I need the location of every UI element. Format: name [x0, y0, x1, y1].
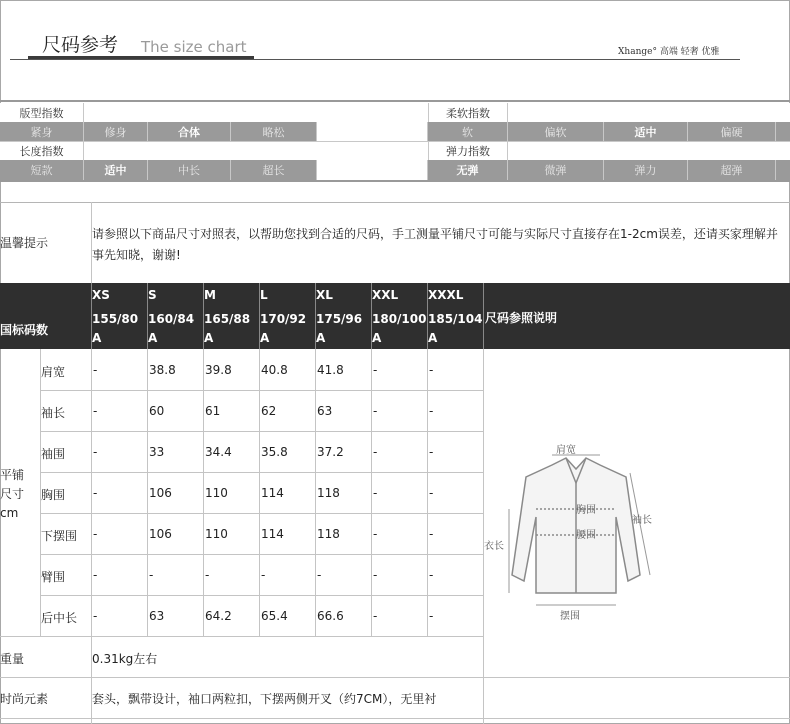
grid-vline — [371, 349, 372, 636]
measurement-value: - — [429, 445, 434, 459]
size-label: L — [260, 288, 268, 302]
title-divider — [10, 59, 740, 60]
fashion-value: 套头，飘带设计，袖口两粒扣，下摆两侧开叉（约7CM），无里衬 — [92, 692, 437, 706]
measurement-label: 肩宽 — [41, 365, 66, 379]
header-divider — [427, 283, 428, 349]
elasticity-option: 微弹 — [508, 160, 604, 180]
measurement-value: 118 — [317, 527, 340, 541]
measurement-value: 65.4 — [261, 609, 288, 623]
size-code — [92, 310, 138, 348]
blank-cell — [317, 160, 428, 180]
size-code — [428, 310, 482, 348]
measurement-label: 下摆围 — [41, 529, 78, 543]
measurement-value: 33 — [149, 445, 165, 459]
header-divider — [371, 283, 372, 349]
size-code-line: 185/104 — [428, 312, 483, 326]
length-index-label: 长度指数 — [0, 142, 84, 160]
measurement-value: 114 — [261, 527, 284, 541]
measurement-value: 37.2 — [317, 445, 344, 459]
size-label: S — [148, 288, 157, 302]
size-code-line: 170/92 — [260, 312, 307, 326]
size-code-line: 180/100 — [372, 312, 427, 326]
grid-vline — [91, 349, 92, 636]
size-code-line: A — [316, 331, 326, 345]
size-reference-label: 尺码参照说明 — [485, 311, 558, 325]
measurement-value: - — [93, 568, 98, 582]
measurement-label: 袖长 — [41, 406, 66, 420]
title-chinese: 尺码参考 — [42, 34, 119, 56]
measurement-value: - — [373, 527, 378, 541]
measurement-value: 34.4 — [205, 445, 232, 459]
measurement-value: 110 — [205, 486, 228, 500]
tip-text: 请参照以下商品尺寸对照表，以帮助您找到合适的尺码，手工测量平铺尺寸可能与实际尺寸直接存在1-2cm误差，还请买家理解并事先知晓，谢谢! — [92, 227, 778, 262]
diagram-label-shoulder: 肩宽 — [556, 445, 576, 456]
size-code-line: A — [204, 331, 214, 345]
size-code-line: A — [260, 331, 270, 345]
measurement-value: - — [373, 486, 378, 500]
measurement-value: - — [93, 404, 98, 418]
measurement-value: - — [149, 568, 154, 582]
measurement-value: - — [373, 445, 378, 459]
grid-vline — [203, 349, 204, 636]
index-row-labels-1 — [0, 103, 790, 122]
index-bottom-border — [0, 180, 790, 182]
header-divider — [147, 283, 148, 349]
softness-option: 偏软 — [508, 122, 604, 141]
size-code-line: A — [148, 331, 158, 345]
elasticity-option: 超弹 — [688, 160, 776, 180]
length-option: 中长 — [148, 160, 231, 180]
grid-hline — [0, 718, 790, 719]
header-divider — [483, 283, 484, 349]
size-code-line: 175/96 — [316, 312, 363, 326]
title-english: The size chart — [141, 38, 247, 56]
weight-label: 重量 — [0, 652, 25, 666]
measurement-value: 62 — [261, 404, 277, 418]
index-row-labels-2 — [0, 141, 790, 160]
diagram-label-chest: 胸围 — [576, 505, 596, 516]
softness-option-active: 适中 — [604, 122, 688, 141]
brand-slogan: Xhange° 高端 轻奢 优雅 — [618, 47, 720, 57]
measurement-value: - — [261, 568, 266, 582]
measurement-value: 63 — [149, 609, 165, 623]
size-code-line: A — [92, 331, 102, 345]
measurement-value: - — [93, 445, 98, 459]
measurement-value: 60 — [149, 404, 165, 418]
measurement-value: 38.8 — [149, 363, 176, 377]
softness-option: 偏硬 — [688, 122, 776, 141]
measurement-value: 61 — [205, 404, 221, 418]
grid-hline — [40, 472, 483, 473]
size-label: M — [204, 288, 216, 302]
measurement-value: - — [373, 363, 378, 377]
measurement-value: - — [429, 527, 434, 541]
grid-hline — [0, 677, 790, 678]
size-label: XL — [316, 288, 333, 302]
measurement-value: - — [373, 609, 378, 623]
grid-vline — [427, 349, 428, 636]
grid-vline — [315, 349, 316, 636]
size-label: XS — [92, 288, 110, 302]
measurement-value: - — [93, 527, 98, 541]
index-row-options-1 — [0, 122, 790, 141]
diagram-label-hem: 摆围 — [560, 611, 580, 622]
measurement-label: 后中长 — [41, 611, 78, 625]
header-divider — [203, 283, 204, 349]
size-code-line: A — [428, 331, 438, 345]
measurement-value: - — [93, 363, 98, 377]
size-code-line: A — [372, 331, 382, 345]
measurement-value: - — [429, 486, 434, 500]
diagram-label-sleeve: 袖长 — [632, 515, 652, 526]
size-label: XXXL — [428, 288, 464, 302]
grid-hline — [40, 513, 483, 514]
blank-cell — [317, 122, 428, 141]
flat-size-label — [0, 466, 40, 523]
fit-option: 略松 — [231, 122, 317, 141]
measurement-value: 106 — [149, 527, 172, 541]
measurement-value: 114 — [261, 486, 284, 500]
tip-label: 温馨提示 — [0, 236, 49, 250]
shirt-measurement-diagram — [484, 425, 674, 625]
size-table-top-border — [0, 202, 790, 203]
flat-size-label-line: 平铺 — [0, 468, 25, 482]
header-divider — [315, 283, 316, 349]
grid-hline — [40, 390, 483, 391]
fit-option: 修身 — [84, 122, 148, 141]
grid-hline — [40, 431, 483, 432]
measurement-value: 63 — [317, 404, 333, 418]
measurement-label: 臂围 — [41, 570, 66, 584]
fashion-label: 时尚元素 — [0, 692, 49, 706]
measurement-value: - — [373, 568, 378, 582]
measurement-value: 110 — [205, 527, 228, 541]
size-code-line: 165/88 — [204, 312, 251, 326]
size-code — [260, 310, 306, 348]
elasticity-option-active: 无弹 — [428, 160, 508, 180]
length-option: 短款 — [0, 160, 84, 180]
measurement-value: - — [93, 609, 98, 623]
measurement-value: - — [429, 568, 434, 582]
measurement-value: - — [373, 404, 378, 418]
length-option-active: 适中 — [84, 160, 148, 180]
grid-hline — [40, 595, 483, 596]
measurement-value: - — [429, 363, 434, 377]
softness-index-label: 柔软指数 — [428, 103, 508, 122]
measurement-value: 106 — [149, 486, 172, 500]
fit-option: 紧身 — [0, 122, 84, 141]
measurement-value: - — [93, 486, 98, 500]
grid-vline — [483, 636, 484, 724]
header-divider — [91, 283, 92, 349]
measurement-value: 35.8 — [261, 445, 288, 459]
measurement-value: 39.8 — [205, 363, 232, 377]
measurement-label: 袖围 — [41, 447, 66, 461]
length-option: 超长 — [231, 160, 317, 180]
measurement-value: 66.6 — [317, 609, 344, 623]
diagram-label-length: 衣长 — [484, 541, 504, 552]
size-code-line: 155/80 — [92, 312, 139, 326]
elasticity-option: 弹力 — [604, 160, 688, 180]
fit-option-active: 合体 — [148, 122, 231, 141]
measurement-value: - — [429, 404, 434, 418]
header-divider — [259, 283, 260, 349]
measurement-value: - — [317, 568, 322, 582]
diagram-label-waist: 腰围 — [576, 530, 596, 541]
measurement-value: 40.8 — [261, 363, 288, 377]
flat-size-label-line: 尺寸 — [0, 487, 25, 501]
measurement-value: - — [205, 568, 210, 582]
size-header-label: 国标码数 — [0, 323, 49, 337]
index-top-border — [0, 100, 790, 102]
size-code — [148, 310, 194, 348]
elasticity-index-label: 弹力指数 — [428, 142, 508, 160]
measurement-value: 118 — [317, 486, 340, 500]
measurement-label: 胸围 — [41, 488, 66, 502]
grid-vline — [259, 349, 260, 636]
size-code-line: 160/84 — [148, 312, 195, 326]
measurement-value: - — [429, 609, 434, 623]
weight-value: 0.31kg左右 — [92, 652, 158, 666]
grid-hline — [40, 554, 483, 555]
size-code — [372, 310, 426, 348]
softness-option: 软 — [428, 122, 508, 141]
index-row-options-2 — [0, 160, 790, 180]
measurement-value: 64.2 — [205, 609, 232, 623]
size-code — [316, 310, 362, 348]
size-label: XXL — [372, 288, 399, 302]
fit-index-label: 版型指数 — [0, 103, 84, 122]
grid-vline — [147, 349, 148, 636]
measurement-value: 41.8 — [317, 363, 344, 377]
grid-hline — [0, 636, 483, 637]
flat-size-label-line: cm — [0, 506, 19, 520]
size-code — [204, 310, 250, 348]
